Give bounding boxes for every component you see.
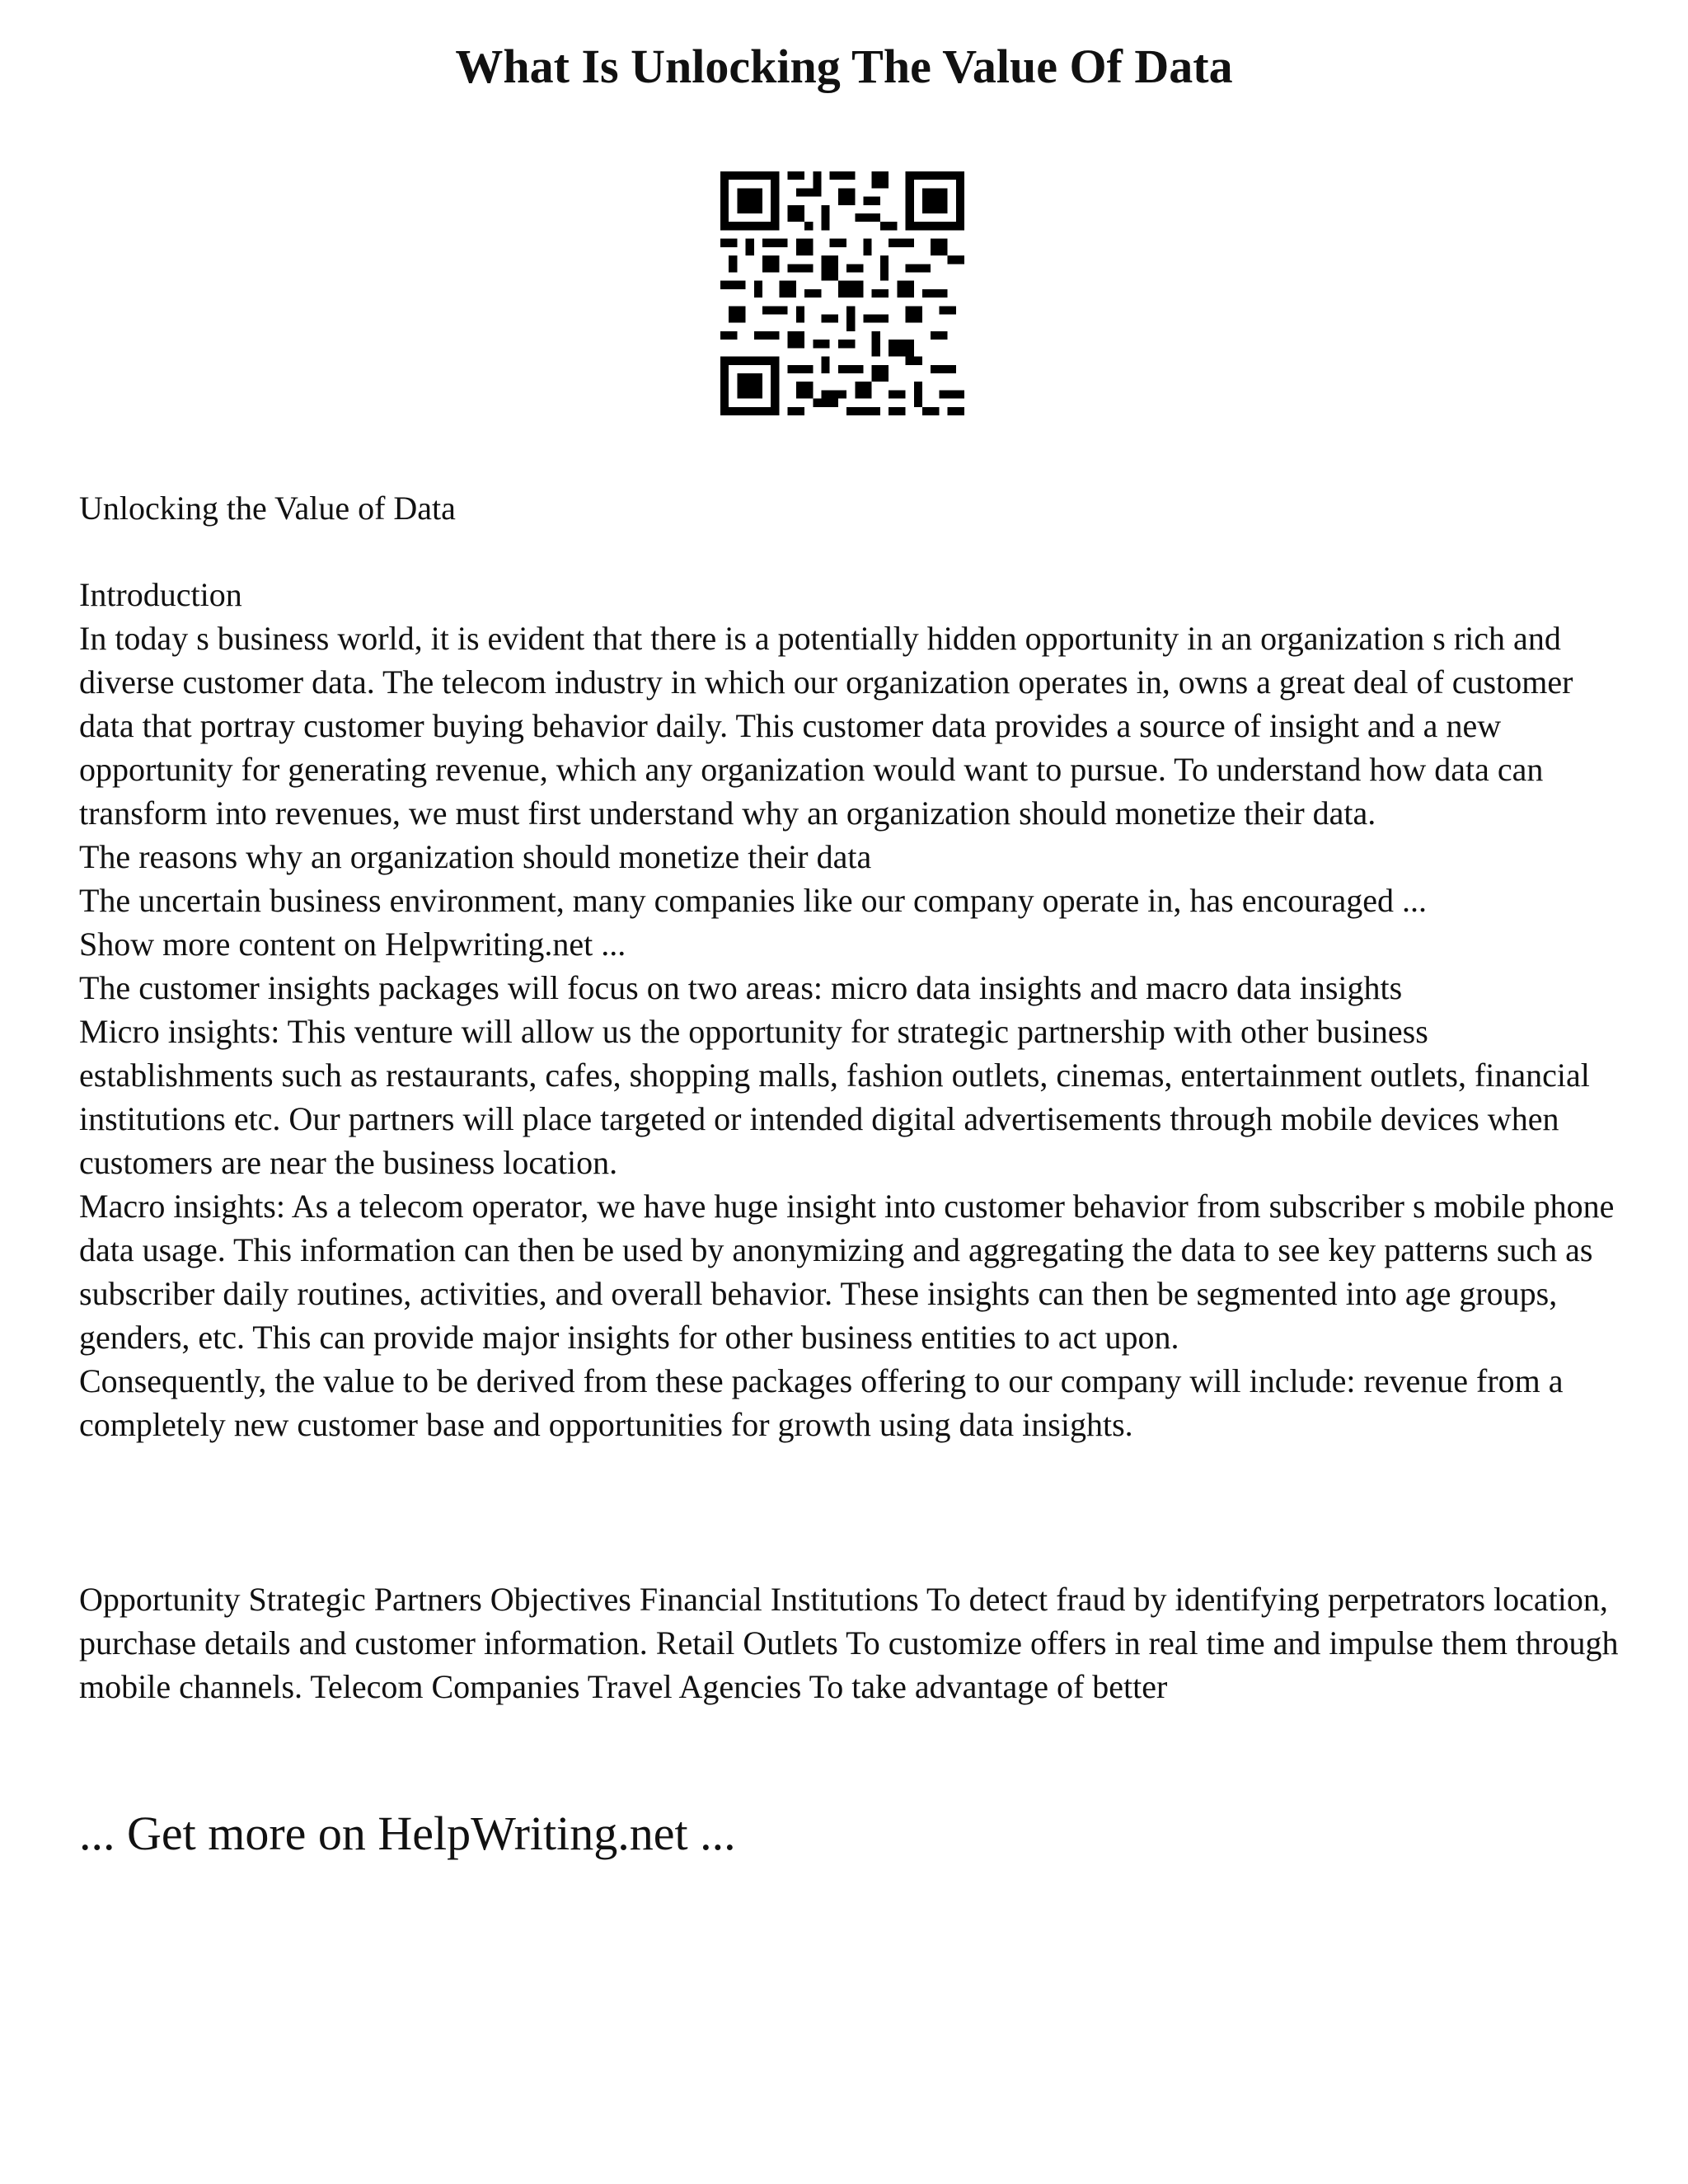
monetize-reasons-heading: The reasons why an organization should monetize their data (79, 838, 872, 875)
document-heading: Unlocking the Value of Data (79, 490, 456, 527)
macro-insights-paragraph: Macro insights: As a telecom operator, we have huge insight into customer behavior from subscriber s mobile phone data usage. This information can then be used by anonymizing and aggregating the data to see key patterns such as subscriber daily routines, activities, and overall behavior. These insights can then be segmented into age groups, genders, etc. This can provide major insights for other business entities to act upon. (79, 1188, 1615, 1356)
consequently-paragraph: Consequently, the value to be derived from these packages offering to our company will include: revenue from a completely new customer base and opportunities for growth using data insights. (79, 1362, 1564, 1443)
qr-code-icon (720, 171, 964, 415)
show-more-text: Show more content on Helpwriting.net ... (79, 926, 626, 963)
insights-packages-paragraph: The customer insights packages will focus on two areas: micro data insights and macro data insights (79, 969, 1403, 1006)
introduction-heading: Introduction (79, 576, 242, 613)
opportunity-table-text: Opportunity Strategic Partners Objectives Financial Institutions To detect fraud by identifying perpetrators location, purchase details and customer information. Retail Outlets To customize offers in real time and impulse them through mobile channels. Telecom Companies Travel Agencies To take advantage of better (79, 1581, 1619, 1705)
document-title: What Is Unlocking The Value Of Data (455, 40, 1233, 93)
introduction-paragraph: In today s business world, it is evident that there is a potentially hidden opportunity in an organization s rich and diverse customer data. The telecom industry in which our organization operates in, owns a great deal of customer data that portray customer buying behavior daily. This customer data provides a source of insight and a new opportunity for generating revenue, which any organization would want to pursue. To understand how data can transform into revenues, we must first understand why an organization should monetize their data. (79, 620, 1573, 832)
monetize-reasons-excerpt: The uncertain business environment, many companies like our company operate in, has encouraged ... (79, 882, 1428, 919)
document-body (79, 573, 1629, 1446)
micro-insights-paragraph: Micro insights: This venture will allow us the opportunity for strategic partnership with other business establishments such as restaurants, cafes, shopping malls, fashion outlets, cinemas, entertainment outlets, financial institutions etc. Our partners will place targeted or intended digital advertisements through mobile devices when customers are near the business location. (79, 1013, 1590, 1181)
get-more-link[interactable]: ... Get more on HelpWriting.net ... (79, 1807, 736, 1860)
